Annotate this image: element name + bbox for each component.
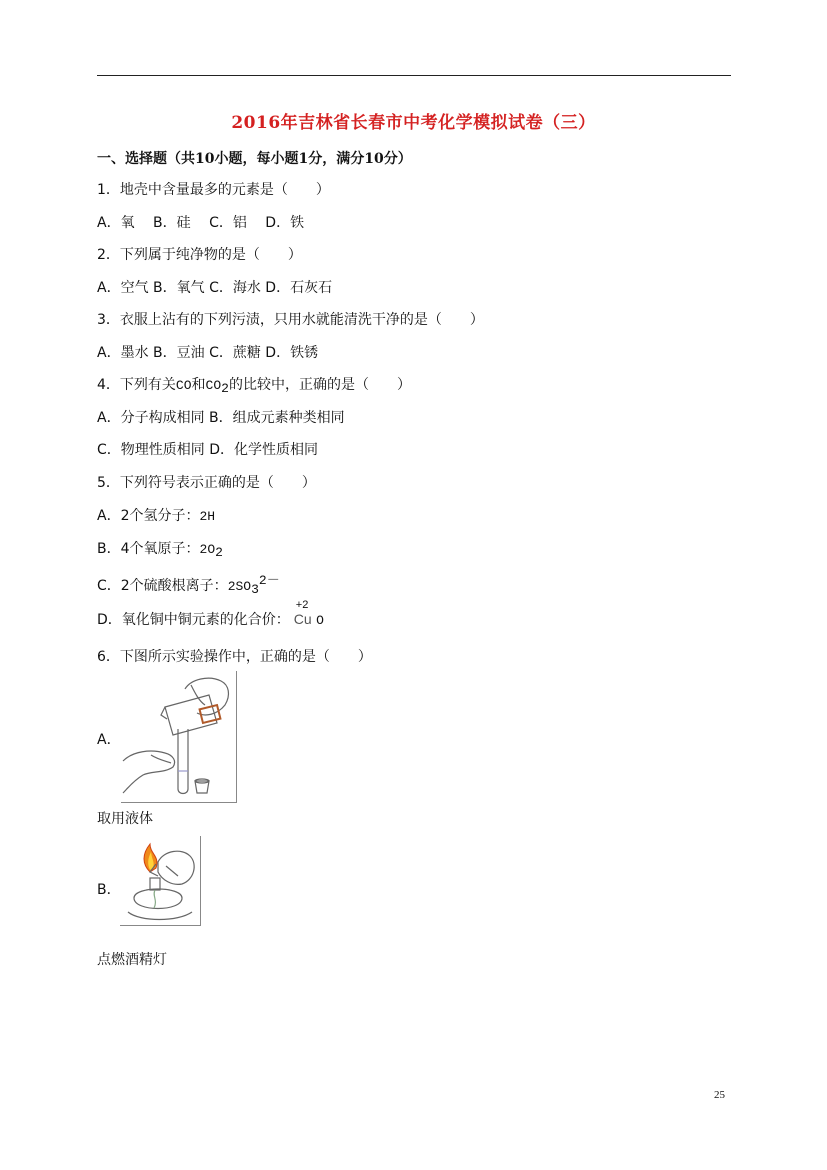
question-3-options: A．墨水 B．豆油 C．蔗糖 D．铁锈 bbox=[97, 345, 319, 361]
question-6-option-b-caption: 点燃酒精灯 bbox=[97, 952, 167, 968]
question-1-options: A．氧 B．硅 C．铝 D．铁 bbox=[97, 215, 305, 231]
question-6-option-b-label: B． bbox=[97, 882, 121, 898]
pouring-liquid-drawing bbox=[121, 671, 236, 802]
question-6-option-a-label: A． bbox=[97, 732, 121, 748]
question-5-option-c: C．2个硫酸根离子：$2SO_3^{2-}$ bbox=[97, 573, 280, 597]
question-6-stem: 6．下图所示实验操作中，正确的是（ ） bbox=[97, 649, 372, 665]
question-2-options: A．空气 B．氧气 C．海水 D．石灰石 bbox=[97, 280, 333, 296]
question-6-option-a-caption: 取用液体 bbox=[97, 811, 153, 827]
question-4-options-ab: A．分子构成相同 B．组成元素种类相同 bbox=[97, 410, 345, 426]
page-number: 25 bbox=[714, 1089, 725, 1101]
exam-title: 2016年吉林省长春市中考化学模拟试卷（三） bbox=[231, 113, 596, 133]
question-2-stem: 2．下列属于纯净物的是（ ） bbox=[97, 247, 302, 263]
question-3-stem: 3．衣服上沾有的下列污渍，只用水就能清洗干净的是（ ） bbox=[97, 312, 484, 328]
header-rule bbox=[97, 75, 731, 76]
alcohol-lamp-illustration bbox=[120, 836, 201, 926]
valence-notation: +2 Cu bbox=[293, 599, 312, 627]
pouring-liquid-illustration bbox=[121, 671, 237, 803]
question-5-stem: 5．下列符号表示正确的是（ ） bbox=[97, 475, 316, 491]
question-5-option-d: D．氧化铜中铜元素的化合价： +2 Cu O bbox=[97, 599, 324, 628]
question-4-stem: 4．下列有关CO和$CO_2$的比较中，正确的是（ ） bbox=[97, 377, 411, 396]
section-heading: 一、选择题（共10小题，每小题1分，满分10分） bbox=[97, 151, 412, 167]
question-5-option-a: A．2个氢分子：2H bbox=[97, 508, 216, 524]
question-4-options-cd: C．物理性质相同 D．化学性质相同 bbox=[97, 442, 319, 458]
alcohol-lamp-drawing bbox=[120, 836, 200, 925]
question-1-stem: 1．地壳中含量最多的元素是（ ） bbox=[97, 182, 330, 198]
question-5-option-b: B．4个氧原子：$2O_2$ bbox=[97, 541, 223, 560]
